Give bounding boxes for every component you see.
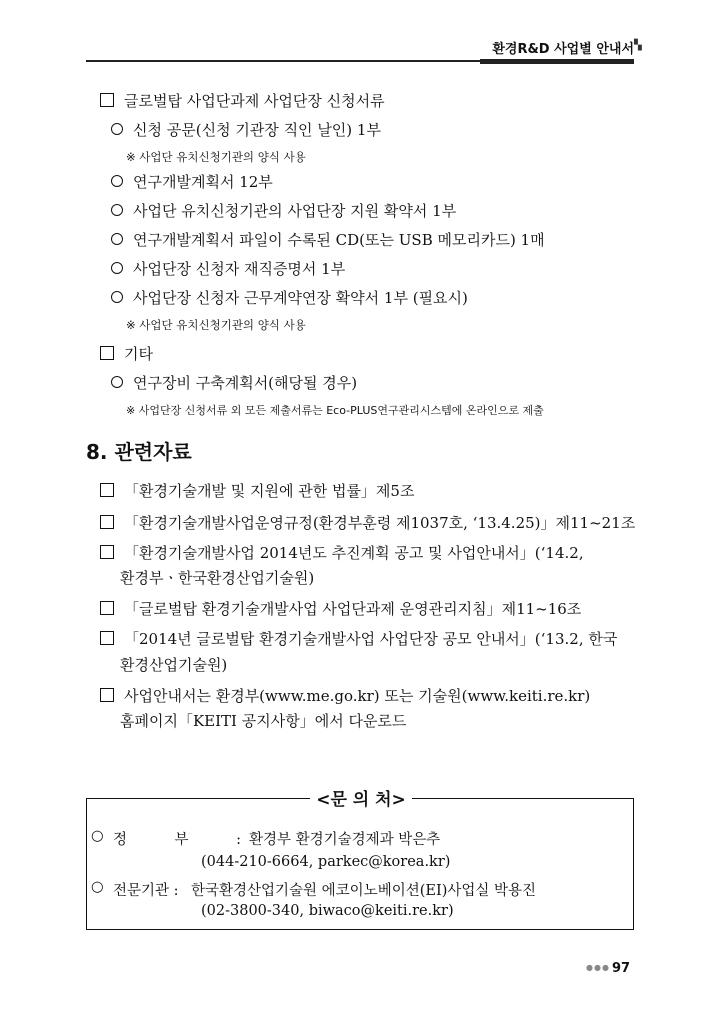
circle-bullet-icon bbox=[111, 233, 123, 245]
circle-bullet-icon bbox=[111, 376, 123, 388]
circle-bullet-icon bbox=[111, 291, 123, 303]
list-item: 연구장비 구축계획서(해당될 경우) bbox=[111, 373, 357, 393]
list-item: 사업단장 신청자 근무계약연장 확약서 1부 (필요시) bbox=[111, 288, 468, 308]
square-bullet-icon bbox=[100, 631, 114, 645]
reference-item: 사업안내서는 환경부(www.me.go.kr) 또는 기술원(www.keiti.re.kr) bbox=[100, 686, 590, 706]
list-item: 기타 bbox=[100, 344, 153, 364]
running-header-title: 환경R&D 사업별 안내서 bbox=[492, 42, 634, 57]
list-item: 신청 공문(신청 기관장 직인 날인) 1부 bbox=[111, 120, 381, 140]
page-number: 97 bbox=[612, 961, 631, 976]
reference-item: 「환경기술개발사업 2014년도 추진계획 공고 및 사업안내서」(‘14.2, bbox=[100, 543, 584, 563]
contact-box bbox=[86, 790, 634, 930]
reference-item-continuation: 홈페이지「KEITI 공지사항」에서 다운로드 bbox=[120, 712, 407, 730]
square-bullet-icon bbox=[100, 93, 114, 107]
circle-bullet-icon bbox=[111, 123, 123, 135]
note-text: ※ 사업단 유치신청기관의 양식 사용 bbox=[126, 318, 306, 332]
reference-item: 「글로벌탑 환경기술개발사업 사업단과제 운영관리지침」제11~16조 bbox=[100, 599, 581, 619]
contact-person: 한국환경산업기술원 에코이노베이션(EI)사업실 박용진 bbox=[191, 883, 536, 899]
header-corner-icon: ▚ bbox=[634, 40, 642, 51]
circle-bullet-icon bbox=[111, 262, 123, 274]
contact-person: 환경부 환경기술경제과 박은추 bbox=[249, 832, 441, 848]
square-bullet-icon bbox=[100, 346, 114, 360]
list-item: 연구개발계획서 12부 bbox=[111, 172, 273, 192]
square-bullet-icon bbox=[100, 545, 114, 559]
section-heading: 8. 관련자료 bbox=[86, 440, 192, 464]
page-dots-icon: ●●● bbox=[586, 963, 610, 972]
contact-bullet: ○ bbox=[91, 828, 104, 844]
contact-label: 전문기관 : bbox=[113, 883, 179, 899]
contact-bullet: ○ bbox=[91, 879, 104, 895]
square-bullet-icon bbox=[100, 688, 114, 702]
reference-item-continuation: 환경산업기술원) bbox=[120, 656, 228, 674]
square-bullet-icon bbox=[100, 601, 114, 615]
reference-item-continuation: 환경부ㆍ한국환경산업기술원) bbox=[120, 569, 315, 587]
square-bullet-icon bbox=[100, 515, 114, 529]
reference-item: 「환경기술개발 및 지원에 관한 법률」제5조 bbox=[100, 481, 414, 501]
list-item: 글로벌탑 사업단과제 사업단장 신청서류 bbox=[100, 91, 385, 111]
reference-item: 「2014년 글로벌탑 환경기술개발사업 사업단장 공모 안내서」(‘13.2, 한국 bbox=[100, 629, 617, 649]
contact-title: <문 의 처> bbox=[87, 785, 635, 810]
list-item: 사업단장 신청자 재직증명서 1부 bbox=[111, 259, 345, 279]
contact-label: 정 부 : bbox=[113, 832, 241, 848]
note-text: ※ 사업단장 신청서류 외 모든 제출서류는 Eco-PLUS연구관리시스템에 온라인으로 제출 bbox=[126, 404, 544, 417]
square-bullet-icon bbox=[100, 483, 114, 497]
contact-info: (044-210-6664, parkec@korea.kr) bbox=[201, 854, 451, 870]
circle-bullet-icon bbox=[111, 175, 123, 187]
contact-info: (02-3800-340, biwaco@keiti.re.kr) bbox=[201, 903, 454, 919]
note-text: ※ 사업단 유치신청기관의 양식 사용 bbox=[126, 150, 306, 164]
list-item: 연구개발계획서 파일이 수록된 CD(또는 USB 메모리카드) 1매 bbox=[111, 230, 545, 250]
list-item: 사업단 유치신청기관의 사업단장 지원 확약서 1부 bbox=[111, 201, 456, 221]
header-rule-accent bbox=[480, 59, 634, 64]
reference-item: 「환경기술개발사업운영규정(환경부훈령 제1037호, ‘13.4.25)」제11~21조 bbox=[100, 513, 635, 533]
circle-bullet-icon bbox=[111, 204, 123, 216]
